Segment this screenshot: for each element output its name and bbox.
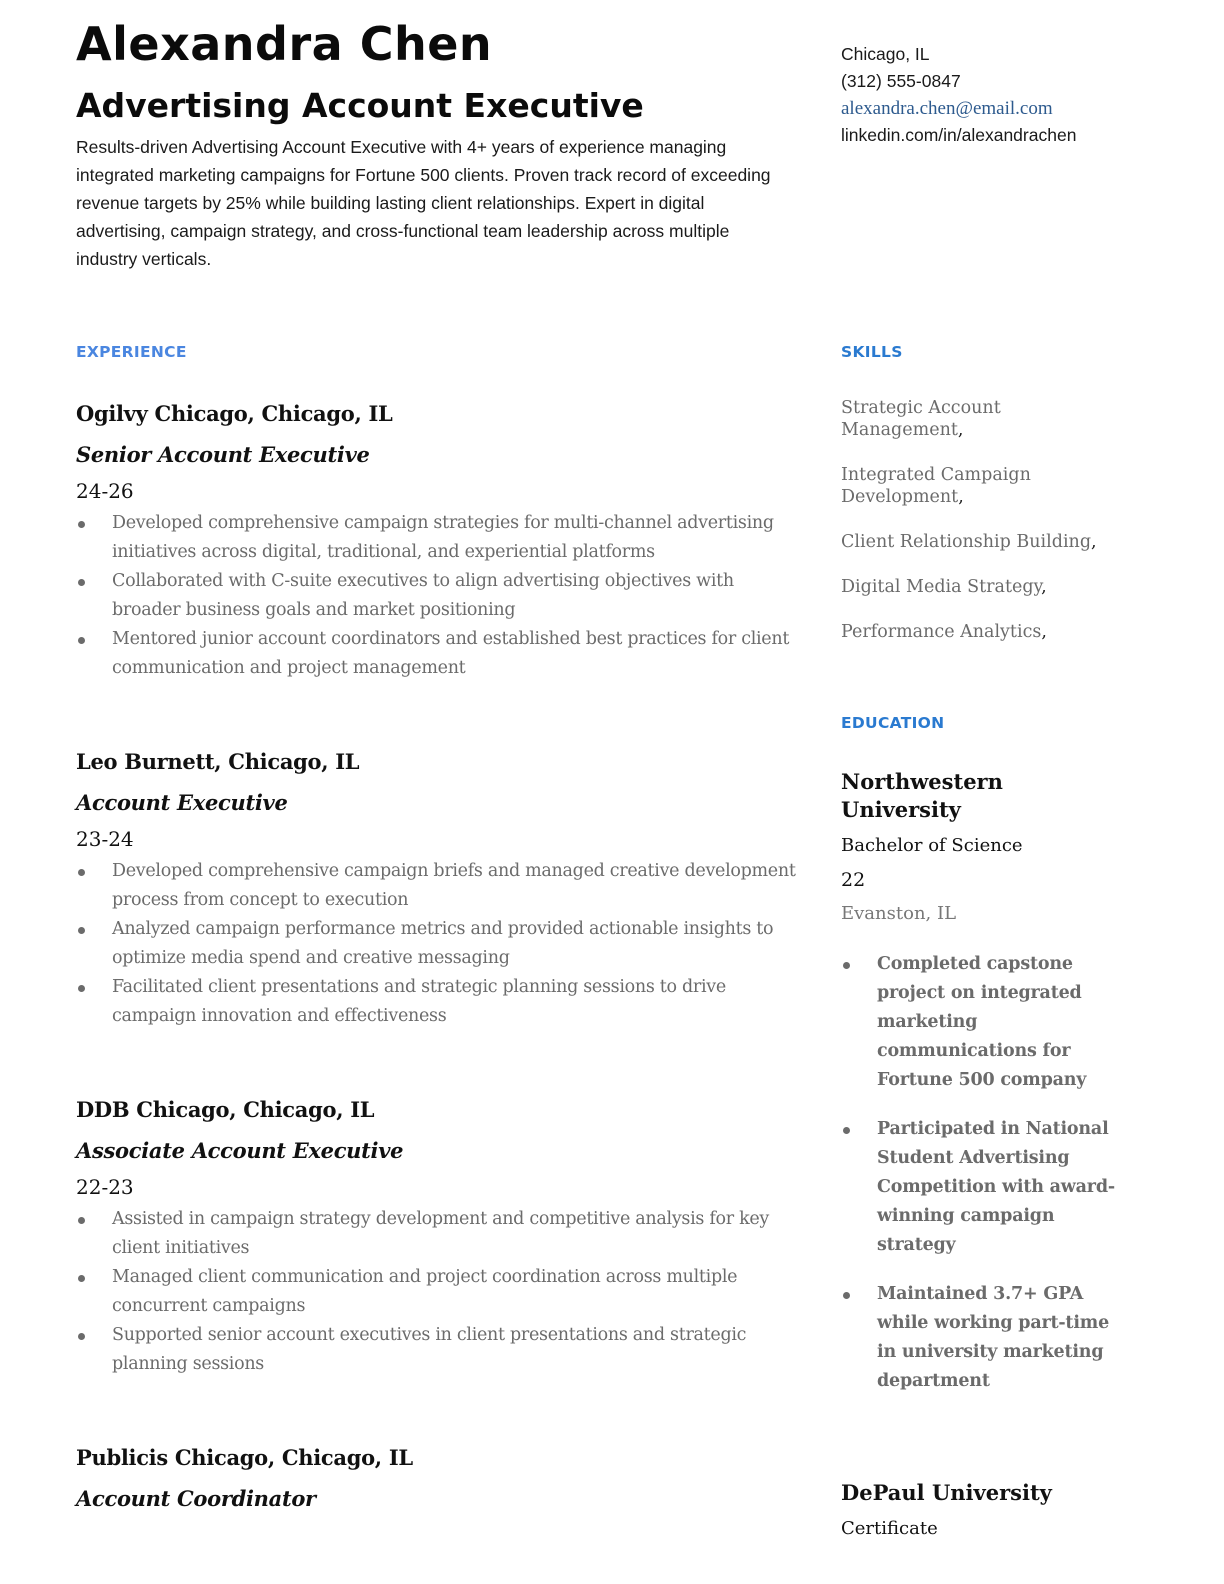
job-dates: 22-23 xyxy=(76,1175,134,1199)
skill-item: Performance Analytics, xyxy=(841,622,1047,642)
job-bullet: Managed client communication and project coordination across multiple concurrent campaigns xyxy=(76,1263,796,1321)
education-entry xyxy=(841,1479,1121,1541)
contact-email-link[interactable]: alexandra.chen@email.com xyxy=(841,98,1053,119)
contact-block xyxy=(841,41,1076,149)
skill-item: Strategic Account Management, xyxy=(841,398,1001,440)
job-bullets xyxy=(76,1205,796,1379)
education-heading: EDUCATION xyxy=(841,714,945,732)
job-bullet: Mentored junior account coordinators and established best practices for client communication and project management xyxy=(76,625,796,683)
skill-item: Digital Media Strategy, xyxy=(841,577,1047,597)
job-bullets xyxy=(76,857,796,1031)
contact-location: Chicago, IL xyxy=(841,44,930,64)
bullet-icon xyxy=(78,1275,85,1282)
skill-item: Client Relationship Building, xyxy=(841,532,1097,552)
experience-heading: EXPERIENCE xyxy=(76,343,187,361)
job-company: Ogilvy Chicago, Chicago, IL xyxy=(76,401,393,426)
bullet-icon xyxy=(78,1333,85,1340)
bullet-icon xyxy=(78,521,85,528)
job-role: Account Coordinator xyxy=(76,1486,316,1511)
job-dates: 23-24 xyxy=(76,827,134,851)
summary-paragraph: Results-driven Advertising Account Executive with 4+ years of experience managing integrated marketing campaigns for Fortune 500 clients. Proven track record of exceeding revenue targets by 25% while building lasting client relationships. Expert in digital advertising, campaign strategy, and cross-functional team leadership across multiple industry verticals. xyxy=(76,137,771,269)
bullet-icon xyxy=(843,1292,850,1299)
job-bullet: Facilitated client presentations and strategic planning sessions to drive campaign innovation and effectiveness xyxy=(76,973,796,1031)
job-entry xyxy=(76,1096,796,1379)
bullet-icon xyxy=(78,869,85,876)
contact-phone: (312) 555-0847 xyxy=(841,71,961,91)
job-bullets xyxy=(76,509,796,683)
job-entry xyxy=(76,400,796,683)
bullet-icon xyxy=(78,1217,85,1224)
school-name: DePaul University xyxy=(841,1480,1052,1505)
degree: Bachelor of Science xyxy=(841,835,1023,856)
job-bullet: Developed comprehensive campaign strategies for multi-channel advertising initiatives across digital, traditional, and experiential platforms xyxy=(76,509,796,567)
bullet-icon xyxy=(78,637,85,644)
contact-linkedin: linkedin.com/in/alexandrachen xyxy=(841,125,1077,145)
bullet-icon xyxy=(843,962,850,969)
education-entry xyxy=(841,768,1121,1416)
job-company: Publicis Chicago, Chicago, IL xyxy=(76,1445,413,1470)
job-bullet: Assisted in campaign strategy development and competitive analysis for key client initiatives xyxy=(76,1205,796,1263)
education-bullet: Maintained 3.7+ GPA while working part-time in university marketing department xyxy=(841,1280,1121,1396)
bullet-icon xyxy=(78,985,85,992)
skill-item: Integrated Campaign Development, xyxy=(841,465,1031,507)
graduation-year: 22 xyxy=(841,869,866,891)
job-bullet: Supported senior account executives in client presentations and strategic planning sessions xyxy=(76,1321,796,1379)
candidate-headline: Advertising Account Executive xyxy=(76,86,644,125)
job-bullet: Analyzed campaign performance metrics and provided actionable insights to optimize media spend and creative messaging xyxy=(76,915,796,973)
bullet-icon xyxy=(78,927,85,934)
education-bullet: Completed capstone project on integrated marketing communications for Fortune 500 company xyxy=(841,950,1121,1095)
skills-heading: SKILLS xyxy=(841,343,903,361)
job-company: Leo Burnett, Chicago, IL xyxy=(76,749,360,774)
job-role: Account Executive xyxy=(76,790,288,815)
school-name: Northwestern University xyxy=(841,769,1003,822)
job-company: DDB Chicago, Chicago, IL xyxy=(76,1097,375,1122)
bullet-icon xyxy=(843,1127,850,1134)
education-bullet: Participated in National Student Advertising Competition with award-winning campaign strategy xyxy=(841,1115,1121,1260)
candidate-name: Alexandra Chen xyxy=(76,17,493,71)
job-entry xyxy=(76,1444,796,1513)
job-bullet: Developed comprehensive campaign briefs and managed creative development process from concept to execution xyxy=(76,857,796,915)
school-location: Evanston, IL xyxy=(841,903,957,924)
job-role: Associate Account Executive xyxy=(76,1138,404,1163)
education-bullets xyxy=(841,950,1121,1396)
degree: Certificate xyxy=(841,1518,938,1539)
job-bullet: Collaborated with C-suite executives to align advertising objectives with broader business goals and market positioning xyxy=(76,567,796,625)
job-role: Senior Account Executive xyxy=(76,442,370,467)
bullet-icon xyxy=(78,579,85,586)
job-entry xyxy=(76,748,796,1031)
job-dates: 24-26 xyxy=(76,479,134,503)
skills-list xyxy=(841,397,1121,666)
